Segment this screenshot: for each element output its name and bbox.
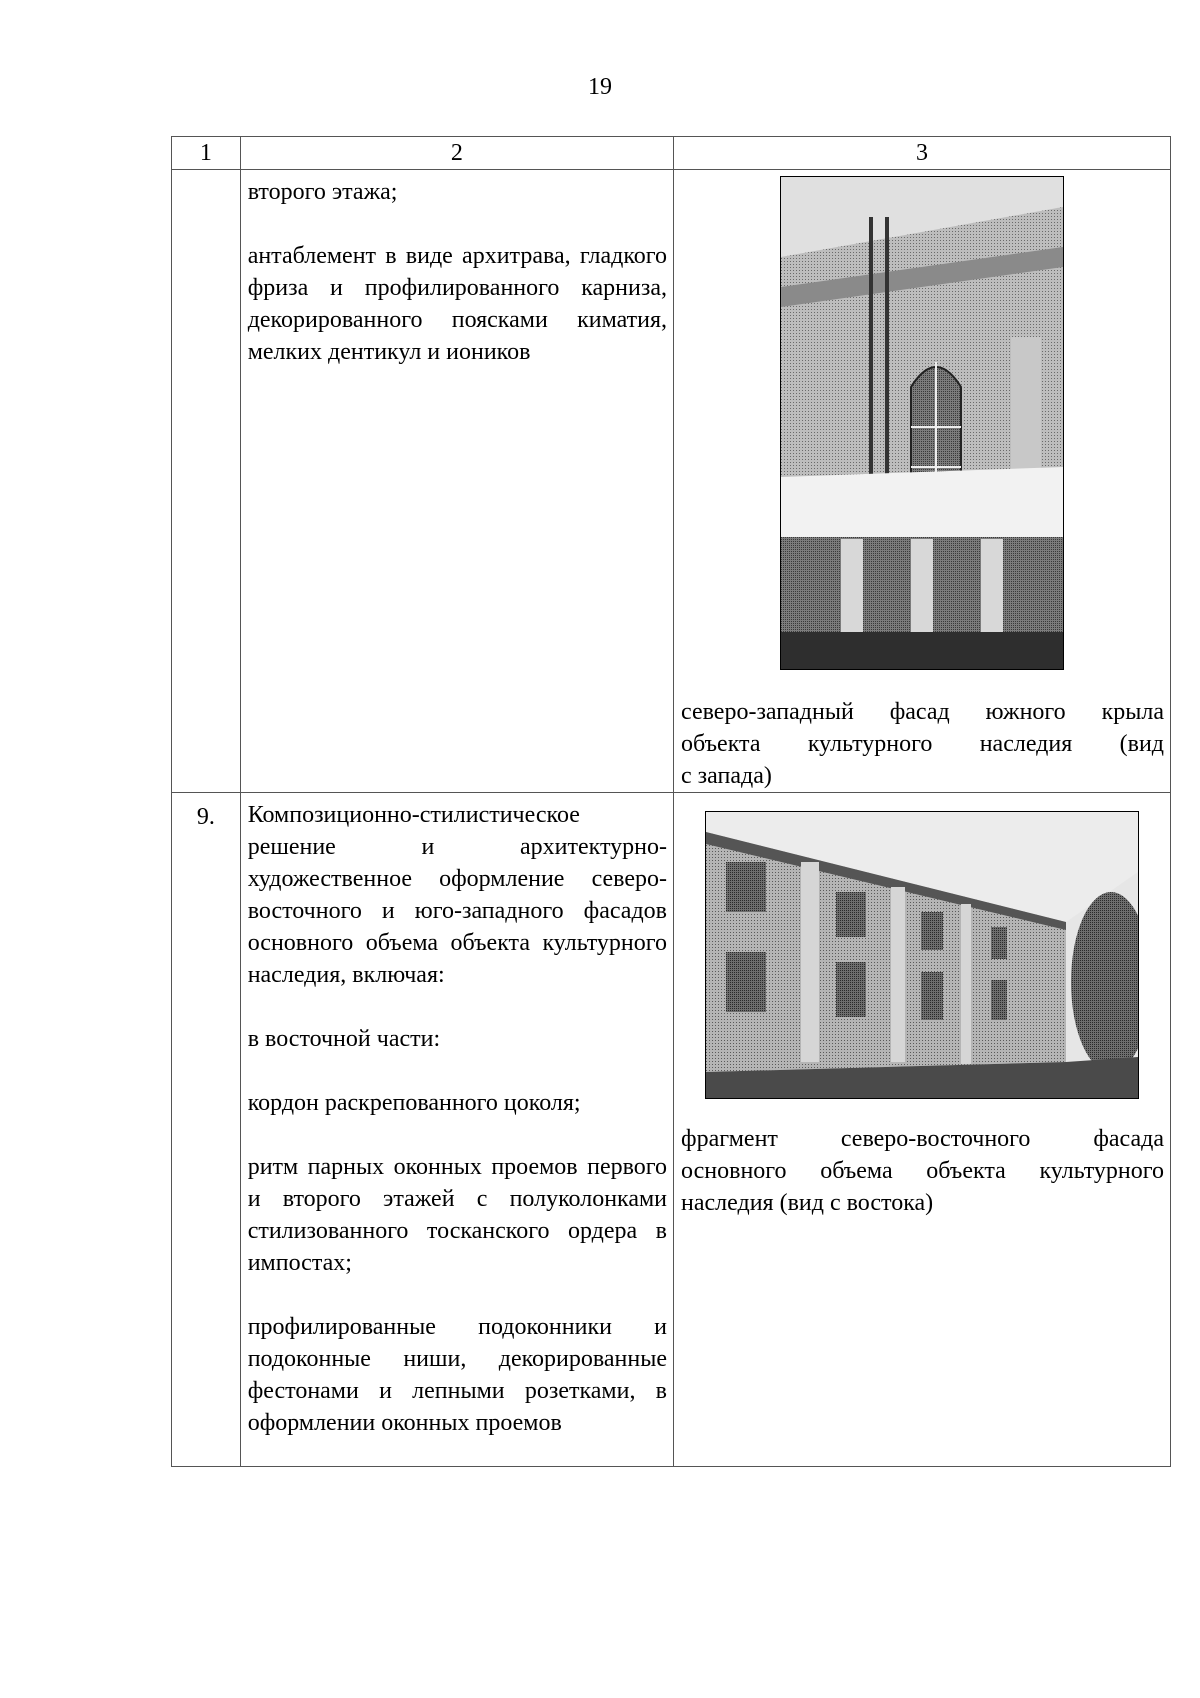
heritage-table [171, 136, 1171, 1467]
row-photo-cell [674, 793, 1171, 1467]
row-description [240, 170, 673, 793]
caption-line: с запада) [681, 763, 772, 789]
description-paragraph: антаблемент в виде архитрава, гладкого фриза и профилированного карниза, декорированного поясками киматия, мелких дентикул и иоников [247, 243, 668, 365]
header-col-1: 1 [172, 137, 241, 170]
building-photo-west [780, 176, 1064, 670]
table-row [172, 793, 1171, 1467]
description-paragraph: ритм парных оконных проемов первого и второго этажей с полуколонками стилизованного тосканского ордера в импостах; [247, 1154, 668, 1276]
row-description [240, 793, 673, 1467]
building-photo-east [705, 811, 1139, 1099]
photo-caption [674, 1123, 1170, 1219]
photo-caption [674, 696, 1170, 792]
row-number: 9. [172, 793, 241, 1467]
row-number [172, 170, 241, 793]
row-photo-cell [674, 170, 1171, 793]
description-paragraph: кордон раскрепованного цоколя; [247, 1090, 581, 1116]
caption-line: фрагмент северо-восточного фасада [681, 1126, 1164, 1152]
page-number: 19 [588, 74, 612, 100]
description-paragraph: профилированные подоконники и подоконные ниши, декорированные фестонами и лепными розетками, в оформлении оконных проемов [247, 1314, 668, 1436]
description-paragraph: Композиционно-стилистическое решение и архитектурно-художественное оформление северо-восточного и юго-западного фасадов основного объема объекта культурного наследия, включая: [247, 802, 668, 988]
table-row [172, 170, 1171, 793]
caption-line: наследия (вид с востока) [681, 1190, 934, 1216]
table-header-row [172, 137, 1171, 170]
caption-line: объекта культурного наследия (вид [681, 731, 1164, 757]
caption-line: основного объема объекта культурного [681, 1158, 1164, 1184]
caption-line: северо-западный фасад южного крыла [681, 699, 1164, 725]
description-paragraph: в восточной части: [247, 1026, 441, 1052]
header-col-3: 3 [674, 137, 1171, 170]
header-col-2: 2 [240, 137, 673, 170]
description-paragraph: второго этажа; [247, 179, 398, 205]
